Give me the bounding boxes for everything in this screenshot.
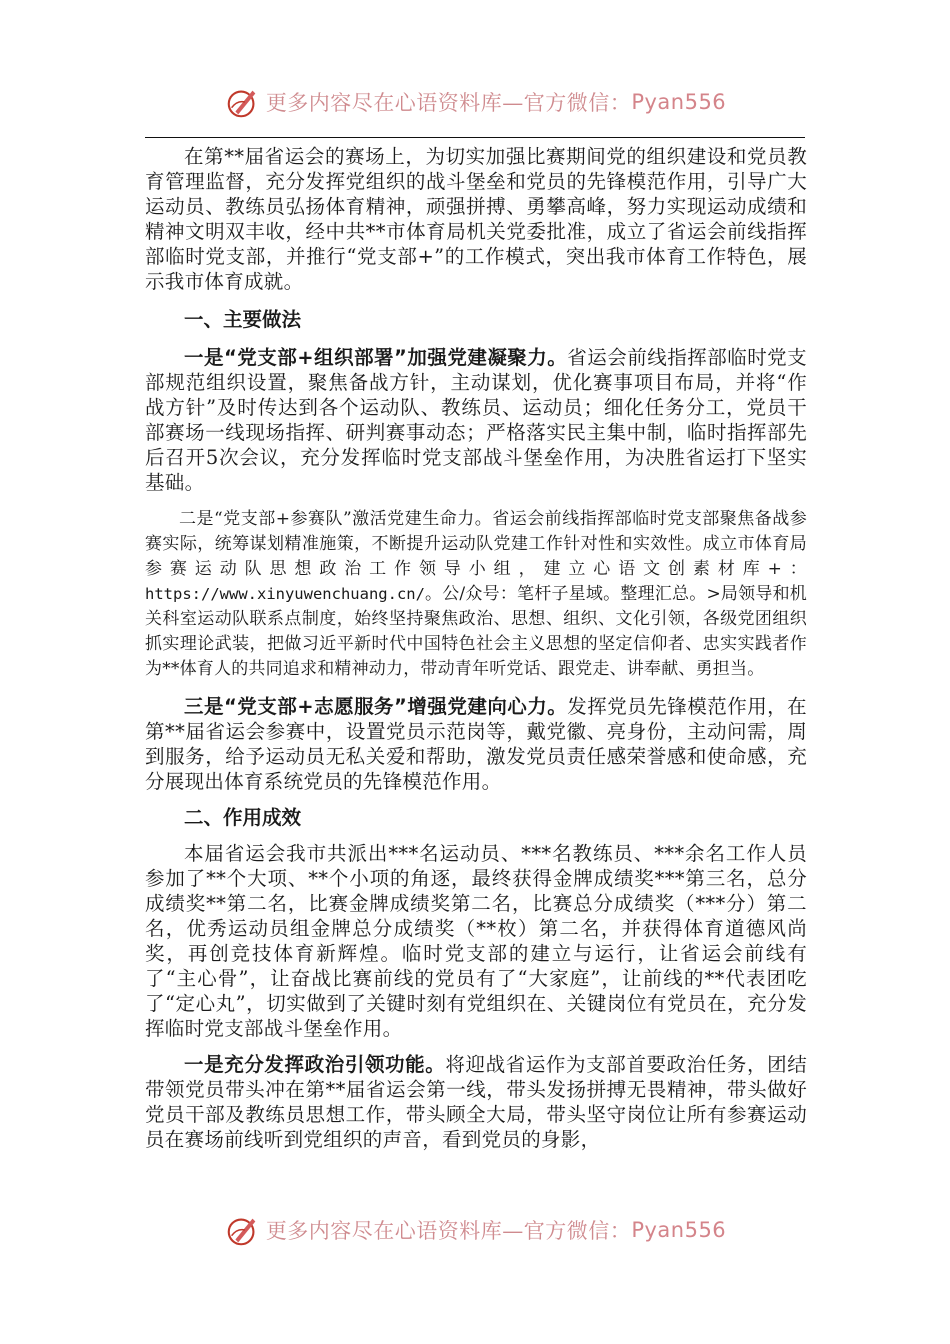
banner-wechat-id: Pyan556 [631, 1218, 727, 1242]
intro-paragraph: 在第**届省运会的赛场上，为切实加强比赛期间党的组织建设和党员教育管理监督，充分发挥党组织的战斗堡垒和党员的先锋模范作用，引导广大运动员、教练员弘扬体育精神，顽强拼搏、勇攀高峰，努力实现运动成绩和精神文明双丰收，经中共**市体育局机关党委批准，成立了省运会前线指挥部临时党支部，并推行“党支部+”的工作模式，突出我市体育工作特色，展示我市体育成就。 [145, 145, 807, 293]
banner-wechat-id: Pyan556 [631, 90, 727, 114]
body-text: 二是“党支部+参赛队”激活党建生命力。省运会前线指挥部临时党支部聚焦备战参赛实际，统筹谋划精准施策，不断提升运动队党建工作针对性和实效性。成立市体育局参赛运动队思想政治工作领导小组，建立心语文创素材库+： [145, 509, 807, 579]
document-body [145, 144, 807, 1152]
lead-text: 一是“党支部+组织部署”加强党建凝聚力。 [184, 346, 568, 369]
footer-banner [0, 1208, 950, 1252]
section1-paragraph-1 [145, 345, 807, 495]
body-text: 省运会前线指挥部临时党支部规范组织设置，聚焦备战方针，主动谋划，优化赛事项目布局，并将“作战方针”及时传达到各个运动队、教练员、运动员；细化任务分工，党员干部赛场一线现场指挥、研判赛事动态；严格落实民主集中制，临时指挥部先后召开5次会议，充分发挥临时党支部战斗堡垒作用，为决胜省运打下坚实基础。 [145, 346, 807, 494]
body-text: 。公/众号：笔杆子星域。整理汇总。>局领导和机关科室运动队联系点制度，始终坚持聚焦政治、思想、组织、文化引领，各级党团组织抓实理论武装，把做习近平新时代中国特色社会主义思想的坚定信仰者、忠实实践者作为**体育人的共同追求和精神动力，带动青年听党话、跟党走、讲奉献、勇担当。 [145, 584, 807, 679]
pen-logo-icon [224, 83, 262, 121]
body-text: 将迎战省运作为支部首要政治任务，团结带领党员带头冲在第**届省运会第一线，带头发扬拼搏无畏精神，带头做好党员干部及教练员思想工作，带头顾全大局，带头坚守岗位让所有参赛运动员在赛场前线听到党组织的声音，看到党员的身影， [145, 1053, 807, 1151]
body-text: 发挥党员先锋模范作用，在第**届省运会参赛中，设置党员示范岗等，戴党徽、亮身份，主动问需，周到服务，给予运动员无私关爱和帮助，激发党员责任感荣誉感和使命感，充分展现出体育系统党员的先锋模范作用。 [145, 695, 807, 793]
section2-heading: 二、作用成效 [184, 806, 302, 829]
lead-text: 三是“党支部+志愿服务”增强党建向心力。 [184, 695, 568, 718]
banner-text: 更多内容尽在心语资料库—官方微信： [265, 91, 632, 115]
url-text: https://www.xinyuwenchuang.cn/ [145, 585, 425, 603]
header-banner [0, 80, 950, 124]
header-rule [145, 137, 805, 138]
lead-text: 一是充分发挥政治引领功能。 [184, 1053, 446, 1076]
section2-paragraph-2 [145, 1052, 807, 1152]
section1-heading: 一、主要做法 [184, 308, 302, 331]
section1-paragraph-2 [145, 507, 807, 682]
section2-paragraph-1: 本届省运会我市共派出***名运动员、***名教练员、***余名工作人员参加了**个大项、**个小项的角逐，最终获得金牌成绩奖***第三名，总分成绩奖**第二名，比赛金牌成绩奖第二名，比赛总分成绩奖（***分）第二名，优秀运动员组金牌总分成绩奖（**枚）第二名，并获得体育道德风尚奖，再创竞技体育新辉煌。临时党支部的建立与运行，让省运会前线有了“主心骨”，让奋战比赛前线的党员有了“大家庭”，让前线的**代表团吃了“定心丸”，切实做到了关键时刻有党组织在、关键岗位有党员在，充分发挥临时党支部战斗堡垒作用。 [145, 842, 807, 1040]
pen-logo-icon [224, 1211, 262, 1249]
banner-text: 更多内容尽在心语资料库—官方微信： [265, 1219, 632, 1243]
section1-paragraph-3 [145, 694, 807, 794]
